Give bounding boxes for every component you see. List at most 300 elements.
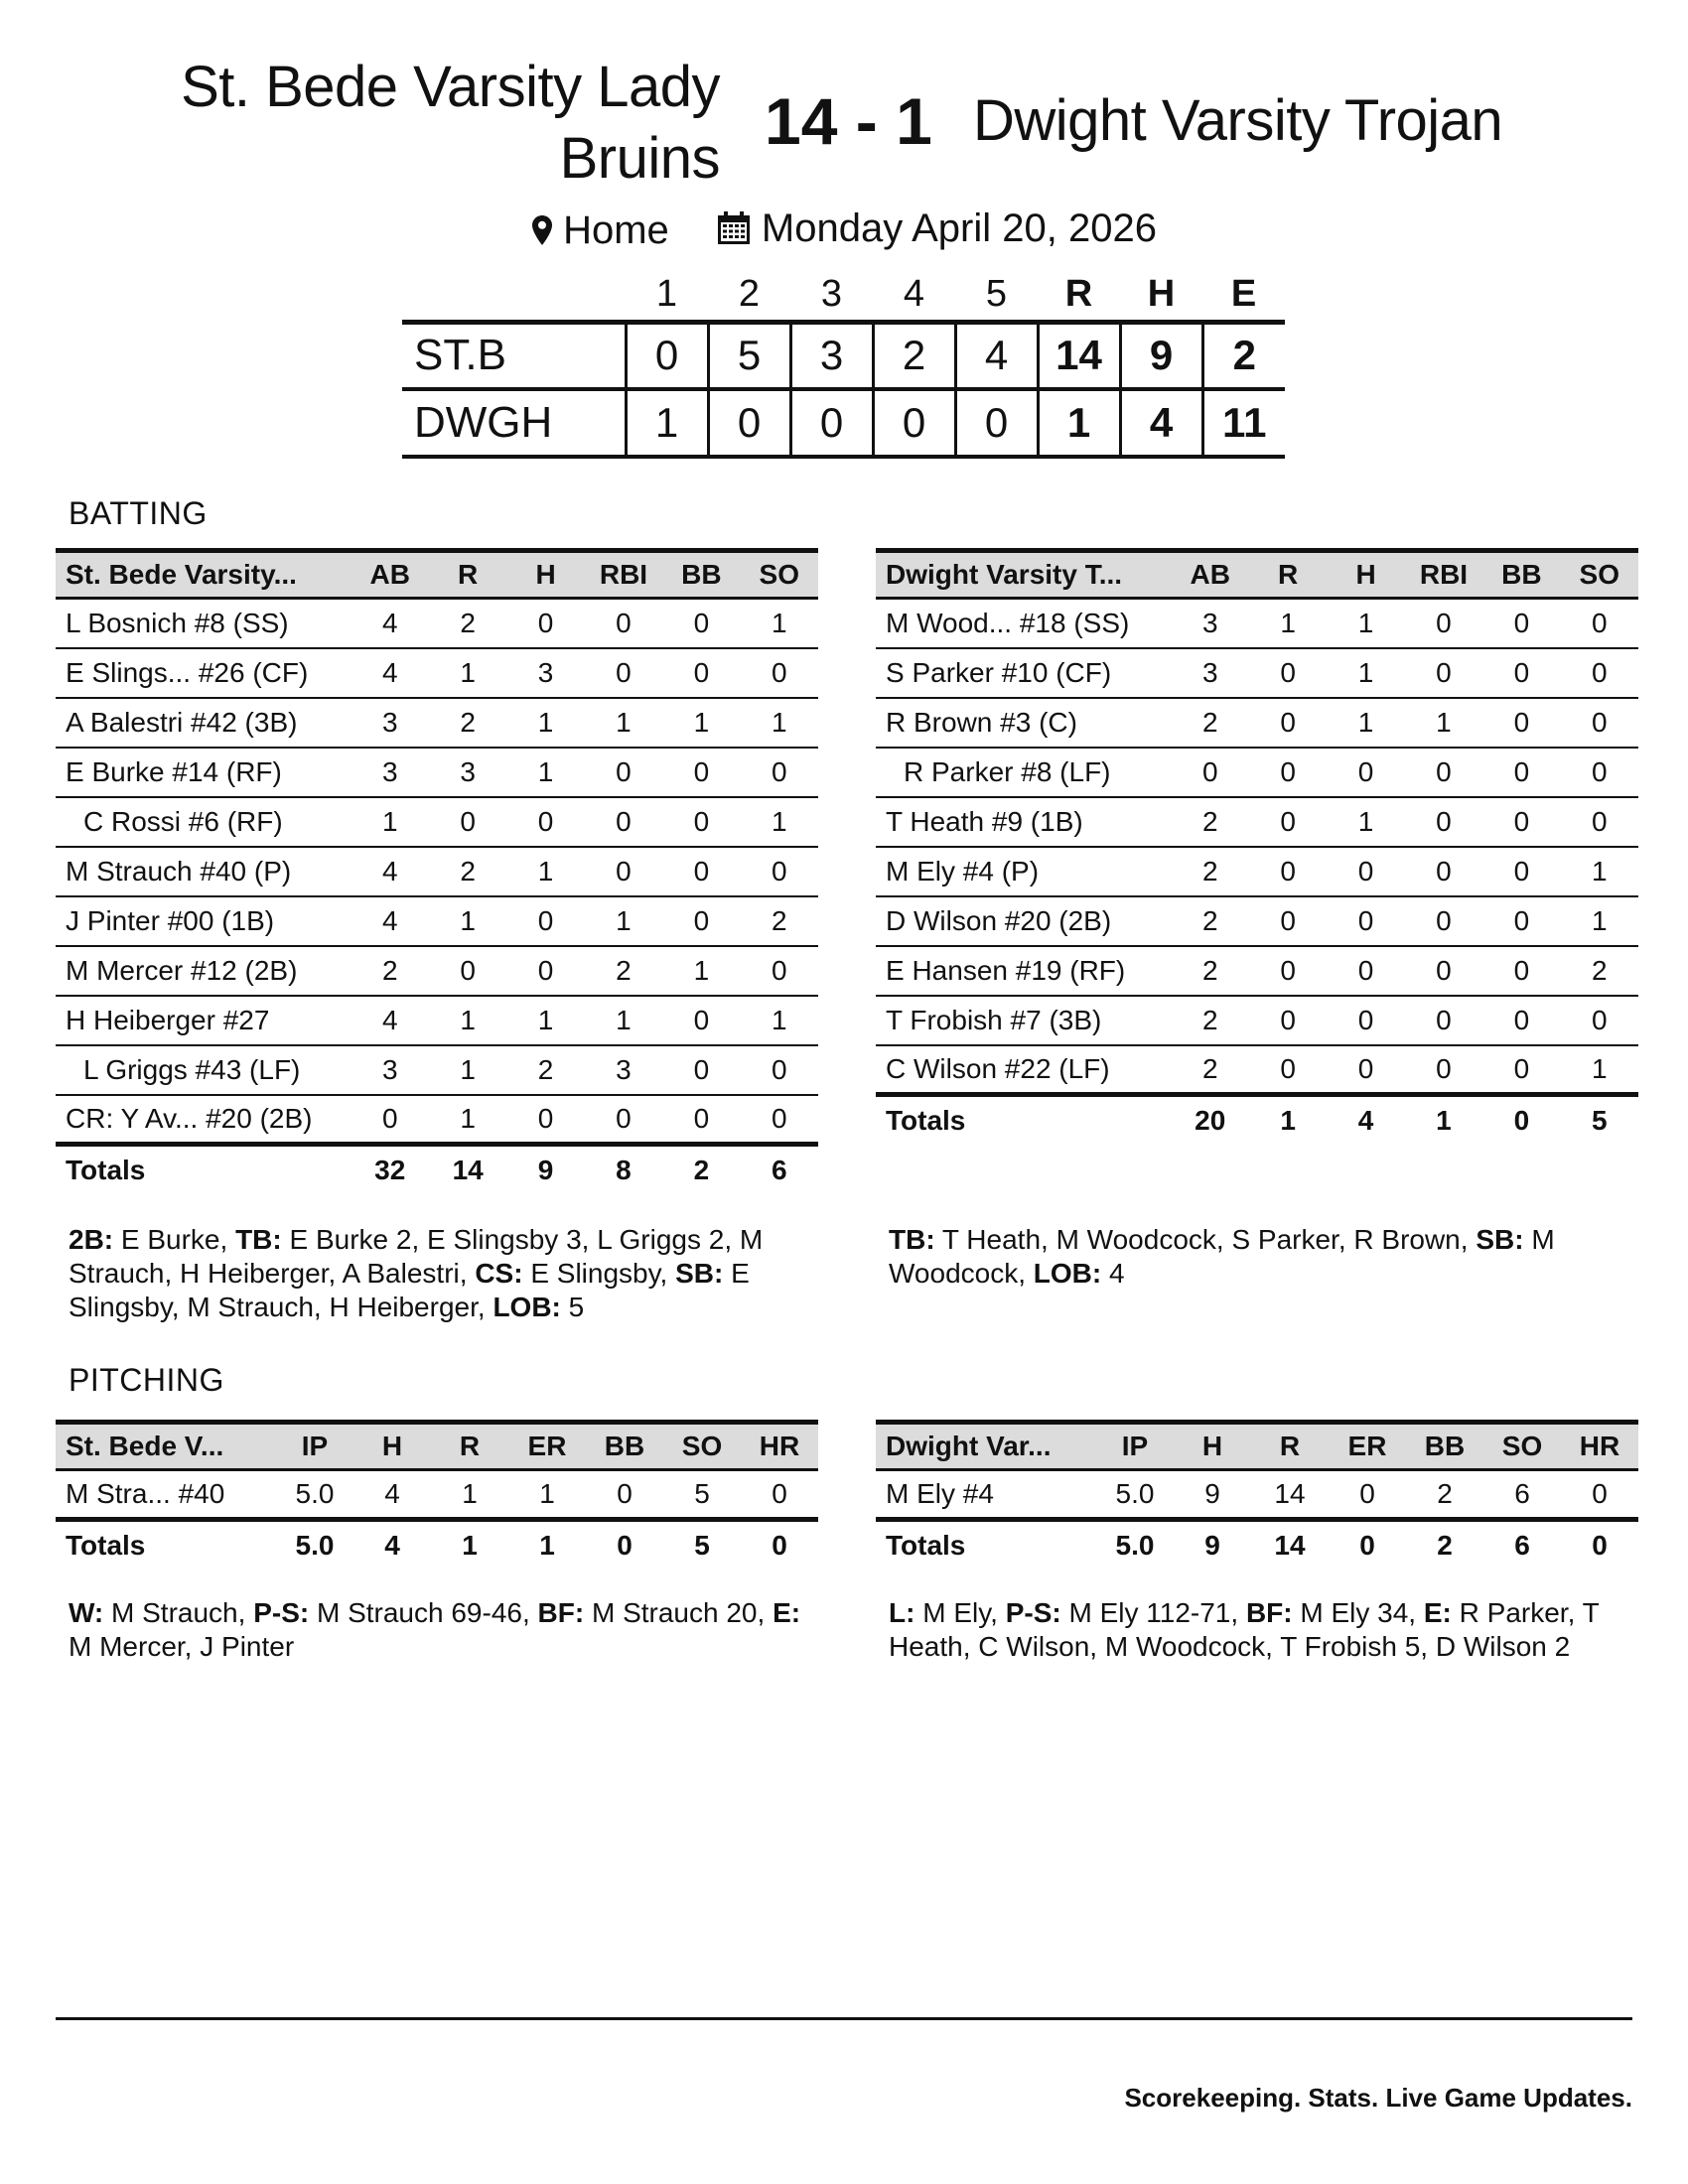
- stat-column-header: BB: [681, 559, 722, 590]
- stat-cell: 1: [506, 698, 584, 748]
- stat-column-header: ER: [1347, 1431, 1387, 1461]
- stat-cell: 1: [429, 996, 506, 1045]
- player-name: M Stra... #40: [66, 1478, 225, 1509]
- totals-cell: 5.0: [1115, 1529, 1155, 1561]
- stat-cell: 0: [585, 847, 662, 896]
- stat-cell: 0: [1592, 1478, 1608, 1509]
- stat-cell: 0: [617, 1478, 633, 1509]
- team-column-header: St. Bede Varsity...: [66, 559, 297, 590]
- batting-notes-home: [69, 1223, 818, 1324]
- stat-cell: 0: [662, 648, 740, 698]
- note-text: M Woodcock,: [889, 1224, 1555, 1289]
- stat-cell: 2: [1561, 946, 1638, 996]
- stat-cell: 0: [1436, 1052, 1452, 1084]
- stat-cell: 0: [662, 599, 740, 648]
- stat-cell: 1: [1561, 896, 1638, 946]
- inning-score: 0: [626, 322, 708, 389]
- stat-column-header: AB: [369, 559, 410, 590]
- totals-label: Totals: [886, 1529, 966, 1561]
- stat-cell: 0: [662, 1045, 740, 1095]
- player-name: M Strauch #40 (P): [56, 847, 352, 896]
- errors-header: E: [1230, 273, 1257, 316]
- stat-cell: 0: [381, 1102, 398, 1134]
- stat-cell: 0: [1561, 648, 1638, 698]
- note-text: 4: [1101, 1258, 1125, 1289]
- map-pin-icon: [531, 214, 553, 246]
- inning-score: 5: [708, 322, 790, 389]
- player-name: C Rossi #6 (RF): [56, 797, 352, 847]
- final-score: 14 - 1: [765, 84, 932, 158]
- note-label: TB:: [235, 1224, 282, 1255]
- stat-cell: 0: [1482, 847, 1560, 896]
- stat-cell: 0: [537, 1102, 554, 1134]
- stat-cell: 0: [772, 1478, 787, 1509]
- stat-column-header: HR: [759, 1431, 800, 1461]
- player-row: [876, 599, 1638, 648]
- stat-cell: 1: [741, 996, 818, 1045]
- note-text: M Ely,: [914, 1597, 1006, 1628]
- stat-column-header: ER: [527, 1431, 567, 1461]
- player-row: [876, 896, 1638, 946]
- player-row: [56, 648, 818, 698]
- stat-cell: 2: [1201, 1052, 1218, 1084]
- player-name: A Balestri #42 (3B): [56, 698, 352, 748]
- stat-cell: 1: [429, 896, 506, 946]
- stat-cell: 2: [429, 599, 506, 648]
- totals-row: [56, 1145, 818, 1194]
- totals-cell: 0: [1592, 1529, 1608, 1561]
- inning-score: 1: [626, 389, 708, 457]
- stat-cell: 0: [1405, 896, 1482, 946]
- totals-cell: 5: [1592, 1104, 1608, 1136]
- player-row: [876, 648, 1638, 698]
- note-label: E:: [1423, 1597, 1452, 1628]
- totals-row: [876, 1520, 1638, 1570]
- inning-score: 4: [955, 322, 1038, 389]
- stat-cell: 0: [1561, 599, 1638, 648]
- inning-score: 0: [873, 389, 955, 457]
- totals-cell: 32: [374, 1154, 406, 1185]
- calendar-icon: [716, 210, 752, 246]
- stat-column-header: IP: [1121, 1431, 1149, 1461]
- stat-cell: 1: [662, 946, 740, 996]
- stat-cell: 0: [741, 648, 818, 698]
- errors-total: 2: [1202, 322, 1285, 389]
- player-row: [56, 847, 818, 896]
- team-column-header: Dwight Var...: [886, 1431, 1052, 1461]
- linescore-row-away: [402, 389, 1285, 457]
- stat-cell: 4: [352, 996, 429, 1045]
- totals-label: Totals: [886, 1104, 966, 1136]
- stat-cell: 3: [1172, 648, 1249, 698]
- stat-column-header: R: [458, 559, 479, 590]
- inning-score: 3: [790, 322, 873, 389]
- player-name: M Mercer #12 (2B): [56, 946, 352, 996]
- stat-cell: 4: [352, 599, 429, 648]
- table-header-row: [56, 1423, 818, 1470]
- inning-header: 2: [738, 273, 761, 316]
- hits-header: H: [1147, 273, 1176, 316]
- stat-cell: 2: [585, 946, 662, 996]
- stat-cell: 0: [1482, 599, 1560, 648]
- stat-cell: 0: [1513, 1052, 1530, 1084]
- stat-cell: 5.0: [1115, 1478, 1155, 1509]
- note-text: M Ely 112-71,: [1060, 1597, 1246, 1628]
- note-label: W:: [69, 1597, 104, 1628]
- totals-cell: 1: [539, 1529, 555, 1561]
- totals-cell: 9: [1204, 1529, 1220, 1561]
- totals-cell: 2: [1437, 1529, 1453, 1561]
- stat-cell: 0: [1482, 996, 1560, 1045]
- totals-label: Totals: [66, 1154, 146, 1185]
- player-name: J Pinter #00 (1B): [56, 896, 352, 946]
- stat-cell: 1: [1327, 797, 1404, 847]
- stat-cell: 0: [1405, 599, 1482, 648]
- stat-cell: 0: [1405, 847, 1482, 896]
- player-name: L Griggs #43 (LF): [56, 1045, 352, 1095]
- stat-cell: 1: [1405, 698, 1482, 748]
- note-label: SB:: [675, 1258, 724, 1289]
- game-date: [716, 204, 1157, 253]
- stat-cell: 14: [1274, 1478, 1306, 1509]
- player-row: [876, 748, 1638, 797]
- stat-column-header: R: [1279, 1431, 1301, 1461]
- pitching-notes-away: [889, 1596, 1638, 1664]
- totals-row: [56, 1520, 818, 1570]
- stat-column-header: AB: [1190, 559, 1230, 590]
- stat-cell: 0: [741, 1045, 818, 1095]
- stat-cell: 0: [1357, 1052, 1374, 1084]
- stat-cell: 0: [1327, 847, 1404, 896]
- stat-cell: 0: [1327, 946, 1404, 996]
- team-abbrev: ST.B: [414, 331, 506, 380]
- linescore-row-home: [402, 322, 1285, 389]
- stat-cell: 2: [1172, 847, 1249, 896]
- player-name: T Frobish #7 (3B): [876, 996, 1172, 1045]
- stat-cell: 1: [662, 698, 740, 748]
- player-name: C Wilson #22 (LF): [886, 1052, 1110, 1084]
- batting-section-title: BATTING: [69, 495, 208, 531]
- stat-cell: 2: [429, 847, 506, 896]
- stat-cell: 0: [1482, 648, 1560, 698]
- totals-cell: 14: [1274, 1529, 1306, 1561]
- note-label: LOB:: [1033, 1258, 1102, 1289]
- stat-cell: 0: [1405, 996, 1482, 1045]
- runs-header: R: [1064, 273, 1093, 316]
- stat-cell: 0: [506, 797, 584, 847]
- stat-cell: 0: [693, 1102, 710, 1134]
- stat-cell: 2: [352, 946, 429, 996]
- stat-cell: 1: [1327, 599, 1404, 648]
- inning-score: 2: [873, 322, 955, 389]
- stat-cell: 1: [741, 599, 818, 648]
- stat-column-header: HR: [1579, 1431, 1620, 1461]
- note-text: M Mercer, J Pinter: [69, 1631, 295, 1662]
- stat-cell: 3: [352, 748, 429, 797]
- stat-cell: 2: [429, 698, 506, 748]
- stat-column-header: BB: [1424, 1431, 1466, 1461]
- player-row: [876, 847, 1638, 896]
- note-label: L:: [889, 1597, 915, 1628]
- totals-cell: 0: [617, 1529, 633, 1561]
- stat-cell: 5: [694, 1478, 710, 1509]
- stat-cell: 0: [429, 946, 506, 996]
- stat-cell: 0: [1405, 797, 1482, 847]
- player-name: M Ely #4: [886, 1478, 994, 1509]
- stat-cell: 2: [1172, 996, 1249, 1045]
- stat-cell: 1: [741, 698, 818, 748]
- player-row: [56, 1095, 818, 1145]
- player-name: S Parker #10 (CF): [876, 648, 1172, 698]
- totals-cell: 1: [1436, 1104, 1452, 1136]
- totals-cell: 2: [693, 1154, 710, 1185]
- stat-cell: 0: [1249, 896, 1327, 946]
- stat-cell: 2: [1437, 1478, 1453, 1509]
- note-label: BF:: [537, 1597, 585, 1628]
- player-name: D Wilson #20 (2B): [876, 896, 1172, 946]
- stat-column-header: H: [381, 1431, 403, 1461]
- stat-column-header: SO: [681, 1431, 723, 1461]
- totals-cell: 1: [462, 1529, 478, 1561]
- stat-cell: 1: [585, 896, 662, 946]
- stat-cell: 0: [741, 748, 818, 797]
- stat-cell: 1: [585, 698, 662, 748]
- stat-cell: 0: [1482, 946, 1560, 996]
- stat-cell: 0: [1561, 698, 1638, 748]
- player-name: L Bosnich #8 (SS): [56, 599, 352, 648]
- stat-cell: 0: [741, 946, 818, 996]
- stat-cell: 0: [1280, 1052, 1296, 1084]
- note-label: LOB:: [492, 1292, 561, 1322]
- stat-cell: 0: [1172, 748, 1249, 797]
- stat-column-header: SO: [759, 559, 800, 590]
- player-row: [876, 946, 1638, 996]
- stat-cell: 1: [506, 996, 584, 1045]
- stat-column-header: IP: [301, 1431, 329, 1461]
- inning-header: 5: [985, 273, 1008, 316]
- player-row: [56, 797, 818, 847]
- table-header-row: [56, 551, 818, 599]
- location: [531, 205, 669, 255]
- note-text: M Strauch,: [103, 1597, 254, 1628]
- stat-cell: 1: [1249, 599, 1327, 648]
- note-text: E Slingsby,: [522, 1258, 676, 1289]
- note-label: CS:: [475, 1258, 523, 1289]
- player-row: [56, 698, 818, 748]
- stat-cell: 0: [1405, 946, 1482, 996]
- note-label: P-S:: [1005, 1597, 1061, 1628]
- player-row: [56, 748, 818, 797]
- stat-column-header: BB: [604, 1431, 645, 1461]
- stat-cell: 0: [616, 1102, 632, 1134]
- totals-cell: 4: [384, 1529, 400, 1561]
- totals-cell: 0: [1359, 1529, 1375, 1561]
- stat-cell: 0: [662, 896, 740, 946]
- totals-label: Totals: [66, 1529, 146, 1561]
- batting-table-away: [876, 548, 1638, 1145]
- stat-cell: 3: [585, 1045, 662, 1095]
- hits-total: 9: [1120, 322, 1202, 389]
- player-name: CR: Y Av... #20 (2B): [66, 1102, 313, 1134]
- stat-cell: 0: [1249, 847, 1327, 896]
- player-name: H Heiberger #27: [56, 996, 352, 1045]
- stat-cell: 0: [1561, 748, 1638, 797]
- player-row: [876, 1045, 1638, 1095]
- stat-column-header: SO: [1501, 1431, 1543, 1461]
- stat-cell: 1: [506, 847, 584, 896]
- player-row: [56, 1470, 818, 1520]
- stat-cell: 4: [352, 648, 429, 698]
- note-text: T Heath, M Woodcock, S Parker, R Brown,: [934, 1224, 1477, 1255]
- note-text: E Burke,: [113, 1224, 236, 1255]
- stat-cell: 0: [1249, 648, 1327, 698]
- table-header-row: [876, 551, 1638, 599]
- stat-cell: 0: [1249, 996, 1327, 1045]
- totals-cell: 6: [772, 1154, 787, 1185]
- stat-cell: 1: [352, 797, 429, 847]
- stat-cell: 2: [1172, 946, 1249, 996]
- stat-cell: 2: [741, 896, 818, 946]
- team-column-header: Dwight Varsity T...: [886, 559, 1123, 590]
- game-meta: [0, 204, 1688, 258]
- inning-header: 3: [820, 273, 843, 316]
- stat-cell: 0: [1327, 896, 1404, 946]
- player-name: R Brown #3 (C): [876, 698, 1172, 748]
- stat-cell: 1: [506, 748, 584, 797]
- pitching-section-title: PITCHING: [69, 1362, 224, 1398]
- home-team-name: St. Bede Varsity Lady Bruins: [181, 55, 720, 191]
- note-label: 2B:: [69, 1224, 114, 1255]
- stat-cell: 0: [1249, 797, 1327, 847]
- stat-column-header: R: [1278, 559, 1299, 590]
- stat-column-header: RBI: [1419, 559, 1469, 590]
- stat-column-header: R: [459, 1431, 481, 1461]
- totals-cell: 14: [452, 1154, 484, 1185]
- stat-cell: 1: [1561, 847, 1638, 896]
- totals-cell: 5.0: [295, 1529, 335, 1561]
- stat-cell: 4: [352, 847, 429, 896]
- stat-cell: 3: [1172, 599, 1249, 648]
- stat-cell: 1: [429, 1045, 506, 1095]
- away-team-name: Dwight Varsity Trojan: [973, 88, 1503, 153]
- stat-cell: 0: [741, 847, 818, 896]
- pitching-table-home: [56, 1420, 818, 1570]
- stat-column-header: BB: [1501, 559, 1542, 590]
- totals-cell: 9: [537, 1154, 554, 1185]
- stat-column-header: H: [535, 559, 556, 590]
- player-row: [876, 996, 1638, 1045]
- stat-cell: 3: [429, 748, 506, 797]
- totals-cell: 20: [1195, 1104, 1226, 1136]
- note-text: E Burke 2, E Slingsby 3, L Griggs 2, M Strauch, H Heiberger, A Balestri,: [69, 1224, 764, 1289]
- stat-cell: 1: [741, 797, 818, 847]
- pitching-notes-home: [69, 1596, 803, 1664]
- errors-total: 11: [1202, 389, 1285, 457]
- note-label: P-S:: [253, 1597, 310, 1628]
- inning-score: 0: [955, 389, 1038, 457]
- linescore-header: [402, 270, 1285, 322]
- player-row: [876, 698, 1638, 748]
- stat-cell: 0: [662, 996, 740, 1045]
- linescore-table: [402, 270, 1285, 459]
- stat-cell: 0: [1482, 748, 1560, 797]
- stat-cell: 4: [384, 1478, 400, 1509]
- stat-cell: 0: [1249, 698, 1327, 748]
- player-row: [56, 946, 818, 996]
- footer-tagline: Scorekeeping. Stats. Live Game Updates.: [1124, 2083, 1632, 2113]
- stat-cell: 0: [662, 847, 740, 896]
- inning-score: 0: [708, 389, 790, 457]
- player-row: [876, 797, 1638, 847]
- stat-column-header: SO: [1579, 559, 1620, 590]
- player-name: M Ely #4 (P): [876, 847, 1172, 896]
- note-label: E:: [773, 1597, 801, 1628]
- stat-cell: 1: [1327, 648, 1404, 698]
- stat-cell: 0: [772, 1102, 787, 1134]
- stat-column-header: RBI: [599, 559, 648, 590]
- note-text: M Strauch 69-46,: [309, 1597, 538, 1628]
- stat-cell: 0: [506, 946, 584, 996]
- stat-cell: 3: [352, 1045, 429, 1095]
- player-name: R Parker #8 (LF): [876, 748, 1172, 797]
- stat-cell: 0: [585, 797, 662, 847]
- runs-total: 1: [1038, 389, 1120, 457]
- stat-cell: 0: [585, 748, 662, 797]
- note-label: SB:: [1476, 1224, 1524, 1255]
- footer-divider: [56, 2017, 1632, 2020]
- stat-cell: 3: [506, 648, 584, 698]
- stat-cell: 0: [506, 896, 584, 946]
- totals-cell: 5: [694, 1529, 710, 1561]
- stat-cell: 2: [506, 1045, 584, 1095]
- stat-cell: 0: [662, 797, 740, 847]
- stat-column-header: H: [1201, 1431, 1223, 1461]
- stat-cell: 3: [352, 698, 429, 748]
- hits-total: 4: [1120, 389, 1202, 457]
- stat-cell: 6: [1514, 1478, 1530, 1509]
- stat-cell: 0: [1405, 748, 1482, 797]
- note-label: TB:: [889, 1224, 935, 1255]
- player-row: [56, 896, 818, 946]
- stat-cell: 0: [506, 599, 584, 648]
- stat-cell: 5.0: [295, 1478, 335, 1509]
- totals-cell: 0: [772, 1529, 787, 1561]
- totals-row: [876, 1095, 1638, 1145]
- stat-cell: 0: [429, 797, 506, 847]
- note-text: R Parker, T Heath, C Wilson, M Woodcock, T Frobish 5, D Wilson 2: [889, 1597, 1600, 1662]
- stat-column-header: H: [1355, 559, 1376, 590]
- note-text: E Slingsby, M Strauch, H Heiberger,: [69, 1258, 750, 1322]
- stat-cell: 1: [1592, 1052, 1608, 1084]
- stat-cell: 0: [1482, 797, 1560, 847]
- stat-cell: 0: [1359, 1478, 1375, 1509]
- stat-cell: 1: [460, 1102, 476, 1134]
- stat-cell: 1: [462, 1478, 478, 1509]
- stat-cell: 2: [1172, 797, 1249, 847]
- team-column-header: St. Bede V...: [66, 1431, 224, 1461]
- player-name: E Hansen #19 (RF): [876, 946, 1172, 996]
- stat-cell: 1: [429, 648, 506, 698]
- stat-cell: 9: [1204, 1478, 1220, 1509]
- table-header-row: [876, 1423, 1638, 1470]
- player-name: T Heath #9 (1B): [876, 797, 1172, 847]
- date-label: Monday April 20, 2026: [761, 206, 1157, 250]
- note-text: M Strauch 20,: [584, 1597, 774, 1628]
- totals-cell: 0: [1513, 1104, 1530, 1136]
- batting-notes-away: [889, 1223, 1638, 1291]
- stat-cell: 2: [1172, 698, 1249, 748]
- note-text: 5: [560, 1292, 585, 1322]
